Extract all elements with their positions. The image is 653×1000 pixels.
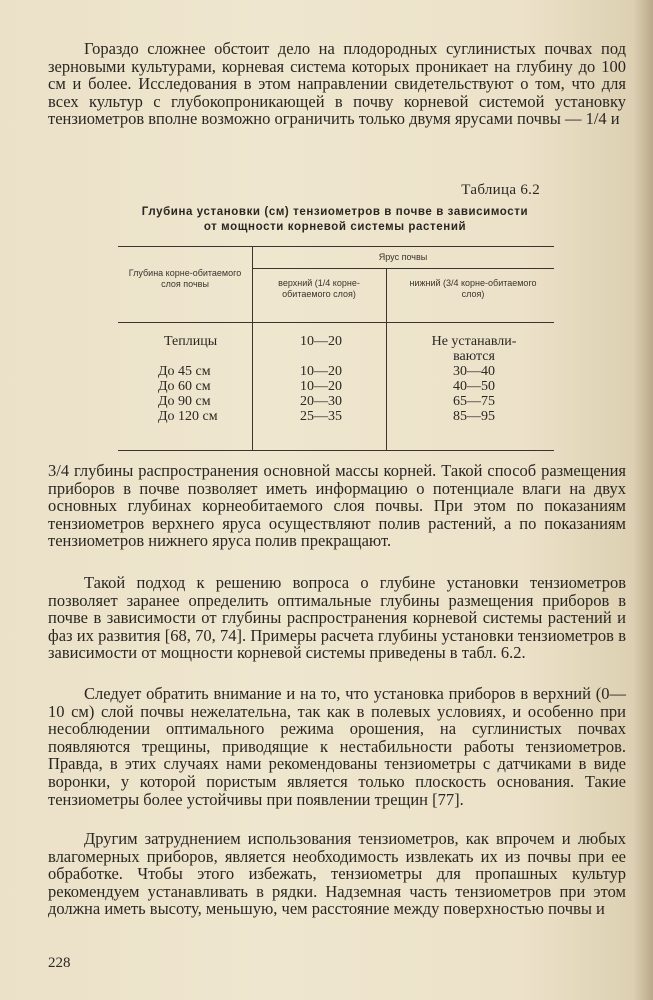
- header-soil-tier: Ярус почвы: [378, 252, 428, 262]
- row-120-depth: До 120 см: [158, 409, 218, 424]
- paragraph-upper-layer-warning: Следует обратить внимание и на то, что установка приборов в верхний (0—10 см) слой почвы нежелательна, так как в полевых условиях, и особенно при несоблюдении оптимального режима орошения, на суглинистых почвах появляются трещины, приводящие к нестабильности работы тензиометров. Правда, в этих случаях нами рекомендованы тензиометры с датчиками в виде воронки, у которой пористым является только плоскость основания. Такие тензиометры более устойчивы при появлении трещин [77].: [48, 684, 626, 809]
- header-upper-tier: верхний (1/4 корне-обитаемого слоя): [278, 278, 360, 299]
- table-caption-line-2: от мощности корневой системы растений: [203, 221, 467, 233]
- row-90-lower: 65—75: [453, 394, 495, 409]
- paragraph-removal-difficulty: Другим затруднением использования тензиометров, как впрочем и любых влагомерных приборов, является необходимость извлекать их из почвы при ее обработке. Чтобы этого избежать, тензиометры для пропашных культур рекомендуем устанавливать в рядки. Надземная часть тензиометров при этом должна иметь высоту, меньшую, чем расстояние между поверхностью почвы и: [48, 829, 626, 919]
- row-60-depth: До 60 см: [158, 379, 211, 394]
- row-120-lower: 85—95: [453, 409, 495, 424]
- paragraph-intro: Гораздо сложнее обстоит дело на плодородных суглинистых почвах под зерновыми культурами, корневая система которых проникает на глубину до 100 см и более. Исследования в этом направлении свидетельствуют о том, что для всех культур с глубокопроникающей в почву корневой системой установку тензиометров вполне возможно ограничить только двумя ярусами почвы — 1/4 и: [48, 39, 626, 129]
- page-number: 228: [48, 955, 71, 971]
- table-top-rule: [118, 246, 554, 247]
- table-number: Таблица 6.2: [461, 182, 540, 198]
- paragraph-tier-placement: 3/4 глубины распространения основной массы корней. Такой способ размещения приборов в почве позволяет иметь информацию о потенциале влаги на двух основных глубинах корнеобитаемого слоя почвы. При этом по показаниям тензиометров верхнего яруса осуществляют полив растений, а по показаниям тензиометров нижнего яруса полив прекращают.: [48, 461, 626, 551]
- header-lower-tier: нижний (3/4 корне-обитаемого слоя): [409, 278, 537, 299]
- table-col-divider-2: [386, 268, 387, 450]
- tensiometer-depth-table: [118, 246, 554, 451]
- row-45-depth: До 45 см: [158, 364, 211, 379]
- row-90-depth: До 90 см: [158, 394, 211, 409]
- row-60-lower: 40—50: [453, 379, 495, 394]
- row-120-upper: 25—35: [300, 409, 342, 424]
- row-greenhouse-depth: Теплицы: [164, 334, 218, 349]
- table-caption: [100, 205, 570, 235]
- row-greenhouse-lower-cont: ваются: [453, 349, 495, 364]
- row-60-upper: 10—20: [300, 379, 342, 394]
- table-header-rule: [118, 322, 554, 323]
- row-45-lower: 30—40: [453, 364, 495, 379]
- header-soil-layer-depth: Глубина корне-обитаемого слоя почвы: [128, 268, 242, 289]
- table-bottom-rule: [118, 450, 554, 451]
- row-greenhouse-upper: 10—20: [300, 334, 342, 349]
- row-greenhouse-lower: Не устанавли-: [431, 334, 517, 349]
- row-45-upper: 10—20: [300, 364, 342, 379]
- table-group-rule: [252, 268, 554, 269]
- paragraph-depth-approach: Такой подход к решению вопроса о глубине установки тензиометров позволяет заранее определить оптимальные глубины размещения приборов в почве в зависимости от глубины распространения корневой системы растений и фаз их развития [68, 70, 74]. Примеры расчета глубины установки тензиометров в зависимости от мощности корневой системы приведены в табл. 6.2.: [48, 573, 626, 663]
- table-caption-line-1: Глубина установки (см) тензиометров в почве в зависимости: [141, 206, 529, 218]
- row-90-upper: 20—30: [300, 394, 342, 409]
